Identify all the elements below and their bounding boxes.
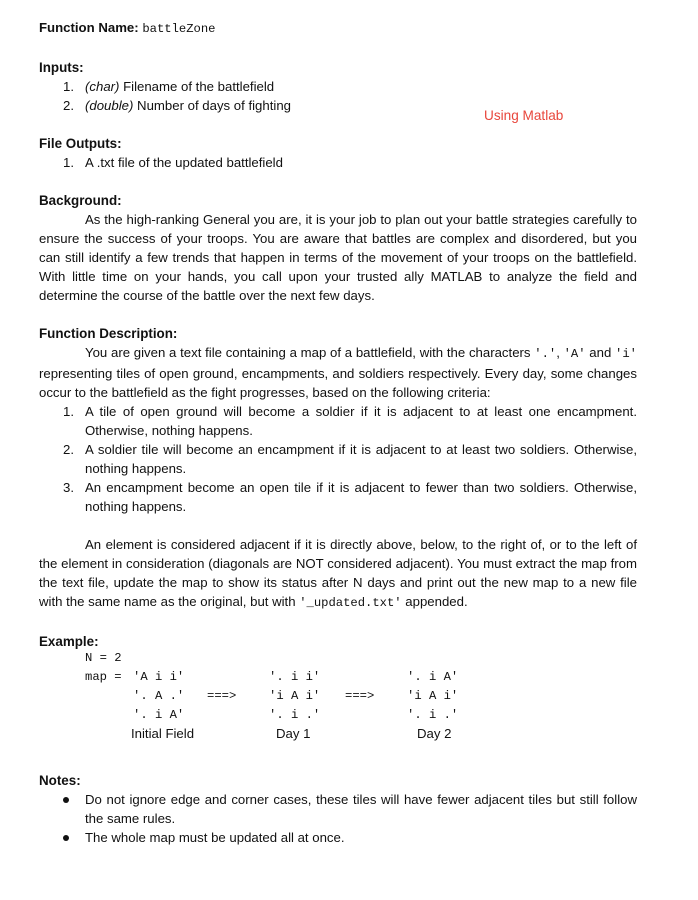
using-matlab-note: Using Matlab bbox=[484, 108, 564, 123]
list-number: 3. bbox=[63, 480, 74, 495]
note-text: Do not ignore edge and corner cases, these tiles will have fewer adjacent tiles but still follow the same rules. bbox=[85, 792, 637, 826]
list-number: 2. bbox=[63, 442, 74, 457]
output-text: A .txt file of the updated battlefield bbox=[85, 155, 283, 170]
input-item bbox=[39, 77, 637, 96]
inputs-heading: Inputs: bbox=[39, 60, 84, 75]
output-item bbox=[39, 153, 637, 172]
list-number: 1. bbox=[63, 79, 74, 94]
function-name-line bbox=[39, 18, 637, 39]
label-day-2: Day 2 bbox=[417, 726, 452, 741]
input-text: Number of days of fighting bbox=[133, 98, 291, 113]
desc-text: An element is considered adjacent if it is directly above, below, to the right of, or to the left of the element in consideration (diagonals are NOT considered adjacent). You must extract the map from the text file, update the map to show its status after N days and print out the new map to a new file with the same name as the original, but with bbox=[39, 537, 637, 609]
input-type: (double) bbox=[85, 98, 134, 113]
initial-row: '. i A' bbox=[133, 708, 185, 722]
arrow-2: ===> bbox=[345, 689, 375, 703]
day1-row: 'i A i' bbox=[269, 689, 321, 703]
day1-row: '. i i' bbox=[269, 670, 321, 684]
desc-text: You are given a text file containing a map of a battlefield, with the characters bbox=[85, 345, 535, 360]
day2-row: '. i .' bbox=[407, 708, 459, 722]
example-map-prefix: map = bbox=[85, 670, 129, 684]
rule-text: A tile of open ground will become a soldier if it is adjacent to at least one encampment. Otherwise, nothing happens. bbox=[85, 404, 637, 438]
rule-item bbox=[39, 478, 637, 516]
note-text: The whole map must be updated all at once. bbox=[85, 830, 345, 845]
label-day-1: Day 1 bbox=[276, 726, 311, 741]
day2-row: '. i A' bbox=[407, 670, 459, 684]
background-paragraph: As the high-ranking General you are, it is your job to plan out your battle strategies carefully to ensure the success of your troops. You are aware that battles are complex and disordered, but you can still identify a few trends that happen in terms of the movement of your troops on the battlefield. With little time on your hands, you call upon your trusted ally MATLAB to analyze the field and determine the course of the battle over the next few days. bbox=[39, 212, 637, 303]
rule-item bbox=[39, 440, 637, 478]
bullet-icon bbox=[63, 797, 69, 803]
day1-row: '. i .' bbox=[269, 708, 321, 722]
day2-row: 'i A i' bbox=[407, 689, 459, 703]
description-heading: Function Description: bbox=[39, 326, 178, 341]
rule-item bbox=[39, 402, 637, 440]
char-encampment: 'A' bbox=[563, 347, 586, 361]
desc-text: representing tiles of open ground, encampments, and soldiers respectively. Every day, some changes occur to the battlefield as the fight progresses, based on the following criteria: bbox=[39, 366, 637, 400]
list-number: 1. bbox=[63, 404, 74, 419]
adjacency-paragraph bbox=[39, 535, 637, 613]
list-number: 1. bbox=[63, 155, 74, 170]
background-heading: Background: bbox=[39, 193, 122, 208]
input-type: (char) bbox=[85, 79, 120, 94]
function-name-value: battleZone bbox=[142, 22, 216, 36]
input-text: Filename of the battlefield bbox=[119, 79, 275, 94]
file-outputs-list bbox=[39, 153, 637, 172]
initial-row: '. A .' bbox=[133, 689, 185, 703]
char-soldier: 'i' bbox=[615, 347, 637, 361]
inputs-list bbox=[39, 77, 637, 115]
list-number: 2. bbox=[63, 98, 74, 113]
example-heading: Example: bbox=[39, 634, 99, 649]
description-paragraph bbox=[39, 343, 637, 402]
rule-text: A soldier tile will become an encampment if it is adjacent to at least two soldiers. Otherwise, nothing happens. bbox=[85, 442, 637, 476]
input-item bbox=[39, 96, 637, 115]
desc-text: and bbox=[585, 345, 616, 360]
rules-list bbox=[39, 402, 637, 516]
initial-row: 'A i i' bbox=[133, 670, 185, 684]
label-initial-field: Initial Field bbox=[131, 726, 195, 741]
example-n-line: N = 2 bbox=[85, 651, 122, 665]
arrow-1: ===> bbox=[207, 689, 237, 703]
document-page bbox=[39, 18, 637, 847]
function-name-label: Function Name: bbox=[39, 20, 139, 35]
note-item bbox=[39, 790, 637, 828]
desc-text: , bbox=[556, 345, 564, 360]
file-outputs-heading: File Outputs: bbox=[39, 136, 122, 151]
desc-text: appended. bbox=[401, 594, 468, 609]
char-open-ground: '.' bbox=[534, 347, 557, 361]
bullet-icon bbox=[63, 835, 69, 841]
rule-text: An encampment become an open tile if it is adjacent to fewer than two soldiers. Otherwise, nothing happens. bbox=[85, 480, 637, 514]
notes-list bbox=[39, 790, 637, 847]
example-block bbox=[39, 651, 637, 751]
note-item bbox=[39, 828, 637, 847]
notes-heading: Notes: bbox=[39, 773, 81, 788]
updated-suffix-code: '_updated.txt' bbox=[299, 596, 402, 610]
